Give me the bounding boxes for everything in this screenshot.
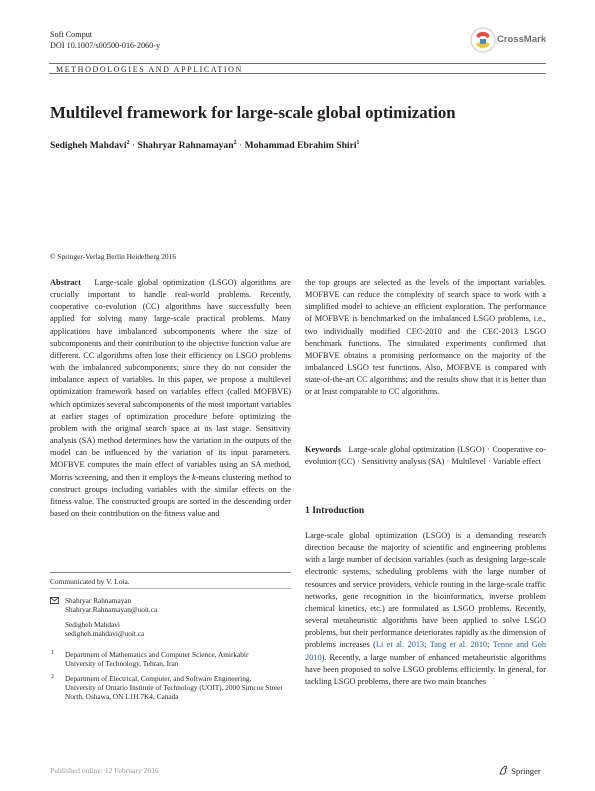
publisher-logo [499,765,541,776]
author-separator: · [131,140,138,152]
crossmark-label: CrossMark [497,34,547,45]
corresponding-author-name: Shahryar Rahnamayan [65,596,132,605]
citation-link[interactable]: Tang et al. 2010 [429,640,488,650]
author-list [50,140,360,151]
doi: DOI 10.1007/s00500-016-2060-y [50,41,161,50]
published-online: Published online: 12 February 2016 [50,766,159,775]
abstract-label: Abstract [50,278,81,287]
keywords-text: Large-scale global optimization (LSGO) · Cooperative co-evolution (CC) · Sensitivity analysis (SA) · Multilevel · Variable effect [305,445,546,467]
author-name[interactable]: Shahryar Rahnamayan [137,140,234,152]
introduction-text [305,530,546,688]
copyright-notice: © Springer-Verlag Berlin Heidelberg 2016 [50,252,177,261]
abstract-right: the top groups are selected as the levels of the important variables. MOFBVE can reduce the complexity of search space to work with a simplified model to achieve an efficient exploration. The performance of MOFBVE is benchmarked on the imbalanced LSGO problems, i.e., two individually modified CEC-2010 and the CEC-2013 LSGO benchmark functions. The simulated experiments confirmed that MOFBVE obtains a promising performance on the majority of the imbalanced LSGO test functions. Also, MOFBVE is compared with state-of-the-art CC algorithms; and the results show that it is better than or at least comparable to CC algorithms. [305,278,546,397]
footnote-divider [50,588,291,589]
abstract-left [50,277,291,520]
corresponding-author-email[interactable]: Shahryar.Rahnamayan@uoit.ca [65,605,158,614]
crossmark-badge[interactable] [470,27,548,53]
intro-text-2: ). Recently, a large number of enhanced metaheuristic algorithms have been proposed to solve LSGO problems efficiently. In general, for tackling LSGO problems, there are two main branches [305,652,546,686]
citation-link[interactable]: Li et al. 2013 [375,640,425,650]
affiliation-1: Department of Mathematics and Computer Science, Amirkabir University of Technology, Tehran, Iran [65,650,249,669]
springer-horse-icon [499,765,509,775]
communicated-by: Communicated by V. Loia. [50,577,130,586]
kmeans-k: k [192,472,196,482]
keywords-label: Keywords [305,445,341,454]
affiliation-2-number: 2 [51,674,54,680]
paper-title: Multilevel framework for large-scale global optimization [50,103,456,122]
author-affiliation-marker: 1 [356,140,360,146]
author-separator: · [238,140,245,152]
footnote-rule [50,572,291,573]
author-affiliation-marker: 2 [233,140,237,146]
abstract-text: Large-scale global optimization (LSGO) algorithms are crucially important to handle real-world problems. Recently, cooperative co-evolution (CC) algorithms have successfully been applied for solving many large-scale practical problems. Many applications have imbalanced subcomponents where the size of subcomponents and their contribution to the objective function value are different. CC algorithms often lose their efficiency on LSGO problems with the imbalanced subcomponents; since they do not consider the imbalance aspect of variables. In this paper, we propose a multilevel optimization framework based on variables effect (called MOFBVE) which optimizes several subcomponents of the most important variables at earlier stages of optimization procedure before optimizing the problem with the original search space at its last stage. Sensitivity analysis (SA) method determines how the variation in the outputs of the model can be influenced by the variation of its input parameters. MOFBVE computes the main effect of variables using an SA method, Morris screening, and then it employs the [50,278,291,482]
citation-separator: ; [424,640,430,650]
intro-text-1: Large-scale global optimization (LSGO) is a demanding research direction because the majority of scientific and engineering problems with a large number of decision variables (such as designing large-scale electronic systems, scheduling problems with the large number of resources and service providers, vehicle routing in the large-scale traffic networks, gene recognition in the bioinformatics, inverse problem chemical kinetics, etc.) are formulated as LSGO problems. Recently, several metaheuristic algorithms have been applied to solve LSGO problems, but their performance deteriorates rapidly as the dimension of problems increases ( [305,531,546,650]
section-band: METHODOLOGIES AND APPLICATION [49,63,546,74]
second-author-name: Sedigheh Mahdavi [65,620,120,629]
keywords [305,444,546,468]
section-heading-introduction: 1 Introduction [305,505,365,516]
citation-separator: ; [487,640,493,650]
affiliation-2: Department of Electrical, Computer, and Software Engineering, University of Ontario Institute of Technology (UOIT), 2000 Simcoe Street North, Oshawa, ON L1H 7K4, Canada [65,674,283,702]
abstract-text-cont: -means clustering method to construct groups including variables with the similar effects on the fitness value. The constructed groups are sorted in the descending order based on their contribution on the fitness value and [50,472,291,518]
publisher-name: Springer [511,766,541,776]
author-name[interactable]: Mohammad Ebrahim Shiri [244,140,357,152]
journal-name: Soft Comput [50,30,93,39]
author-affiliation-marker: 2 [126,140,130,146]
affiliation-1-number: 1 [51,650,54,656]
author-name[interactable]: Sedigheh Mahdavi [50,140,127,152]
second-author-email[interactable]: sedigheh.mahdavi@uoit.ca [65,629,145,638]
citation-link[interactable]: Tenne and Goh 2010 [305,640,546,662]
crossmark-icon [470,27,496,53]
envelope-icon [50,597,59,606]
